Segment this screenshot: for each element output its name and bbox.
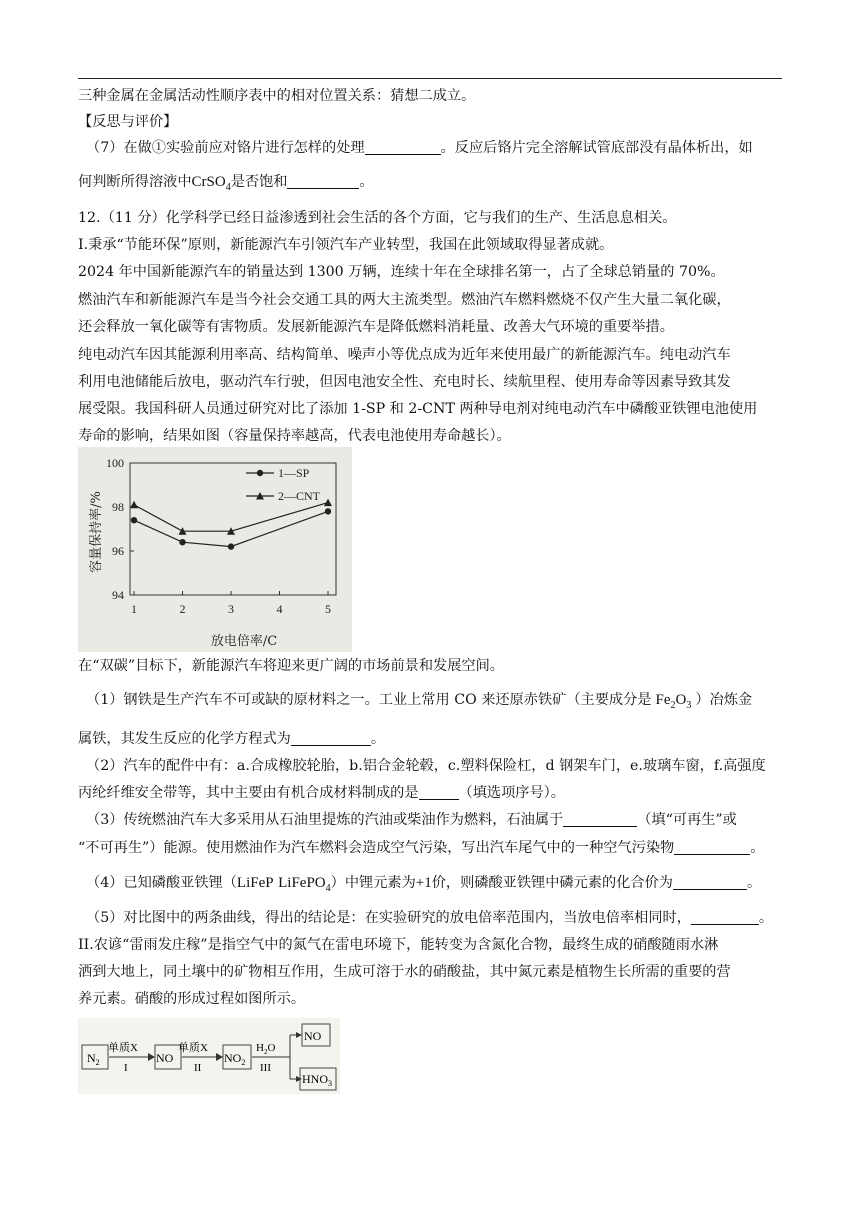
q4-end: 。	[746, 875, 762, 891]
q1-text-b: ）冶炼金	[695, 692, 753, 708]
series-1-point	[228, 543, 234, 549]
x-tick-label: 3	[228, 602, 234, 616]
q12-p1: I.秉承“节能环保”原则，新能源汽车引领汽车产业转型，我国在此领域取得显著成就。	[78, 237, 614, 253]
reflect-line1: 三种金属在金属活动性顺序表中的相对位置关系：猜想二成立。	[78, 88, 476, 104]
step2-reagent: 单质X	[178, 1042, 208, 1054]
q12-p6a: II.农谚“雷雨发庄稼”是指空气中的氮气在雷电环境下，能转变为含氮化合物，最终生成的硝酸随雨水淋	[78, 937, 719, 953]
q12-p4c: 展受限。我国科研人员通过研究对比了添加 1-SP 和 2-CNT 两种导电剂对纯电动汽车中磷酸亚铁锂电池使用	[78, 401, 758, 417]
q4-text: （4）已知磷酸亚铁锂（	[86, 875, 237, 891]
flow-svg	[78, 1018, 340, 1094]
q3-text: （3）传统燃油汽车大多采用从石油里提炼的汽油或柴油作为燃料，石油属于	[86, 812, 564, 828]
q12-q5	[86, 908, 792, 928]
step1-number: I	[124, 1062, 128, 1074]
step1-reagent: 单质X	[108, 1042, 138, 1054]
capacity-chart	[78, 447, 352, 652]
q12-p6b: 洒到大地上，同土壤中的矿物相互作用，生成可溶于水的硝酸盐，其中氮元素是植物生长所需的重要的营	[78, 964, 731, 980]
x-tick-label: 4	[276, 602, 283, 616]
q12-q4	[86, 873, 792, 899]
q7-text-b: 。反应后铬片完全溶解试管底部没有晶体析出，如	[440, 140, 753, 156]
q12-q1-line1	[86, 690, 792, 716]
q12-q3-line1	[86, 810, 792, 830]
y-tick-label: 96	[112, 544, 124, 558]
q4-text-c: 价，则磷酸亚铁锂中磷元素的化合价为	[431, 875, 673, 891]
q2-text: 丙纶纤维安全带等，其中主要由有机合成材料制成的是	[78, 785, 419, 801]
step3-reagent: $H_2O$	[256, 1042, 276, 1056]
series-1-point	[179, 539, 185, 545]
no-output-label: NO	[304, 1029, 322, 1043]
legend-label-1: 1—SP	[278, 466, 310, 480]
q12-q2-line1: （2）汽车的配件中有：a.合成橡胶轮胎，b.铝合金轮毂，c.塑料保险杠，d 钢架车门，e.玻璃车窗，f.高强度	[86, 758, 766, 774]
hno3-label: $HNO_3$	[302, 1072, 332, 1088]
q7-formula: CrSO$_4$	[191, 174, 231, 193]
q4-formula-1: LiFeP	[236, 875, 274, 891]
reflect-header: 【反思与评价】	[78, 114, 178, 130]
q7-line2	[78, 172, 784, 198]
y-tick-label: 100	[106, 456, 124, 470]
q3-text-end: （填“可再生”或	[637, 812, 737, 828]
q12-p3a: 燃油汽车和新能源汽车是当今社会交通工具的两大主流类型。燃油汽车燃料燃烧不仅产生大量二氧化碳，	[78, 292, 731, 308]
q12-p3b: 还会释放一氧化碳等有害物质。发展新能源汽车是降低燃料消耗量、改善大气环境的重要举措。	[78, 319, 674, 335]
q4-text-b: ）中锂元素为	[330, 875, 416, 891]
q1-blank[interactable]	[291, 731, 371, 746]
q5-blank[interactable]	[691, 910, 759, 925]
q4-valence: +1	[415, 875, 432, 891]
q3-end: 。	[750, 840, 765, 856]
q1-formula: $Fe_2O_3$	[655, 692, 692, 711]
series-1-point	[325, 508, 331, 514]
legend-label-2: 2—CNT	[278, 489, 320, 503]
q7-text-d: 是否饱和	[230, 174, 288, 190]
q3-blank-2[interactable]	[674, 840, 750, 855]
q5-text: （5）对比图中的两条曲线，得出的结论是：在实验研究的放电倍率范围内，当放电倍率相同时，	[86, 910, 691, 926]
step3-number: III	[260, 1062, 271, 1074]
n2-label: $N_2$	[87, 1051, 100, 1067]
q3-text-b: “不可再生”）能源。使用燃油作为汽车燃料会造成空气污染，写出汽车尾气中的一种空气污染物	[78, 840, 675, 856]
q7-blank-2[interactable]	[287, 174, 359, 189]
flow-background	[78, 1018, 340, 1094]
q2-end: （填选项序号）。	[458, 785, 565, 801]
x-tick-label: 2	[179, 602, 186, 616]
q12-q1-line2	[78, 729, 784, 749]
y-axis-label: 容量保持率/%	[89, 491, 104, 573]
q12-title: 12.（11 分）化学科学已经日益渗透到社会生活的各个方面，它与我们的生产、生活息息相关。	[78, 210, 677, 226]
no2-label: $NO_2$	[224, 1051, 246, 1067]
q7-line1	[86, 138, 792, 158]
x-tick-label: 1	[131, 602, 137, 616]
x-axis-label: 放电倍率/C	[210, 634, 278, 649]
q7-blank-1[interactable]	[365, 140, 441, 155]
q1-text-c: 属铁，其发生反应的化学方程式为	[78, 731, 291, 747]
top-rule	[78, 78, 782, 79]
q4-blank[interactable]	[673, 875, 747, 890]
q1-end: 。	[370, 731, 386, 747]
q12-p2: 2024 年中国新能源汽车的销量达到 1300 万辆，连续十年在全球排名第一，占了全球总销量的 70%。	[78, 264, 725, 280]
q12-p4b: 利用电池储能后放电，驱动汽车行驶，但因电池安全性、充电时长、续航里程、使用寿命等因素导致其发	[78, 374, 731, 390]
x-tick-label: 5	[325, 602, 331, 616]
q4-formula-2: LiFePO$_4$	[278, 875, 331, 894]
q12-p6c: 养元素。硝酸的形成过程如图所示。	[78, 991, 306, 1007]
q12-p5: 在“双碳”目标下，新能源汽车将迎来更广阔的市场前景和发展空间。	[78, 658, 504, 674]
y-tick-label: 98	[112, 500, 124, 514]
y-tick-label: 94	[112, 588, 124, 602]
q1-text: （1）钢铁是生产汽车不可或缺的原材料之一。工业上常用 CO 来还原赤铁矿（主要成分是	[86, 692, 652, 708]
q3-blank-1[interactable]	[563, 812, 637, 827]
q7-end: 。	[359, 174, 374, 190]
q5-end: 。	[758, 910, 774, 926]
no-label: NO	[156, 1051, 174, 1065]
capacity-chart-svg	[78, 447, 352, 652]
series-1-point	[131, 517, 137, 523]
legend-marker-1	[257, 470, 263, 476]
nitric-acid-flow-diagram	[78, 1018, 340, 1094]
q7-text-c: 何判断所得溶液中	[78, 174, 192, 190]
q12-p4d: 寿命的影响，结果如图（容量保持率越高，代表电池使用寿命越长）。	[78, 428, 511, 444]
q12-p4a: 纯电动汽车因其能源利用率高、结构简单、噪声小等优点成为近年来使用最广的新能源汽车。纯电动汽车	[78, 347, 731, 363]
q12-q2-line2	[78, 783, 784, 803]
q7-text: （7）在做①实验前应对铬片进行怎样的处理	[86, 140, 365, 156]
q12-q3-line2	[78, 838, 784, 858]
step2-number: II	[194, 1062, 202, 1074]
q2-blank[interactable]	[419, 785, 459, 800]
